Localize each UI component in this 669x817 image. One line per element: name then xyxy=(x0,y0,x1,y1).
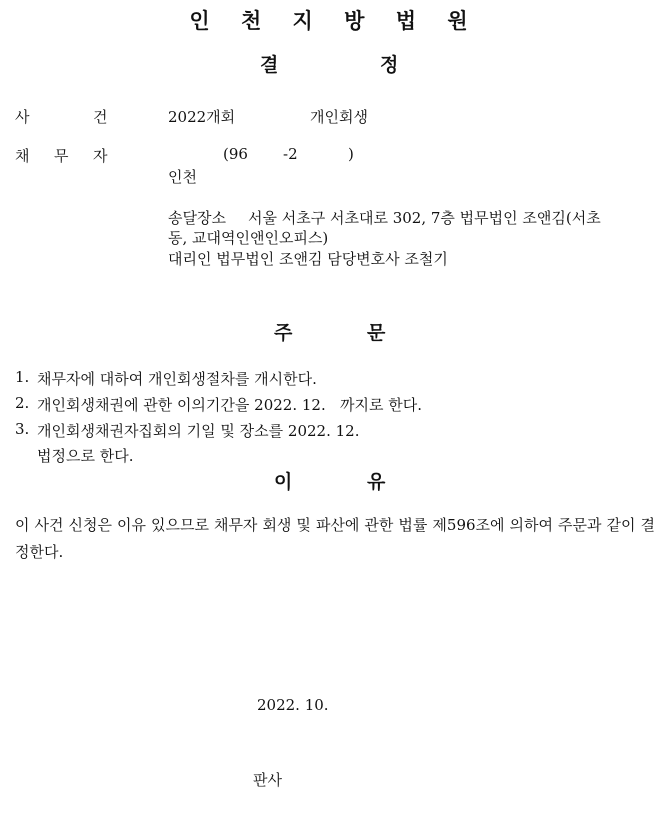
case-label-char-2: 건 xyxy=(93,108,108,126)
reason-text: 이 사건 신청은 이유 있으므로 채무자 회생 및 파산에 관한 법률 제596조에 의하여 주문과 같이 결정한다. xyxy=(15,516,655,561)
order-item-2-text: 개인회생채권에 관한 이의기간을 2022. 12. 까지로 한다. xyxy=(37,396,423,414)
order-heading-char-2: 문 xyxy=(367,322,386,344)
decision-date: 2022. 10. xyxy=(257,696,329,714)
case-label-char-1: 사 xyxy=(15,108,30,126)
debtor-label-char-1: 채 xyxy=(15,147,30,165)
debtor-id-open: (96 xyxy=(223,145,248,163)
order-item-3-continuation: 법정으로 한다. xyxy=(37,447,134,465)
order-item-1-number: 1. xyxy=(15,368,30,386)
debtor-id-mid: -2 xyxy=(283,145,298,163)
doc-type-char-1: 결 xyxy=(260,54,279,76)
service-address-line-1: 서울 서초구 서초대로 302, 7층 법무법인 조앤김(서초 xyxy=(248,209,601,227)
order-heading-char-1: 주 xyxy=(274,322,293,344)
debtor-id-close: ) xyxy=(348,145,354,163)
service-label: 송달장소 xyxy=(168,209,226,227)
debtor-address: 인천 xyxy=(168,168,197,186)
court-name: 인 천 지 방 법 원 xyxy=(189,9,480,33)
order-item-2-number: 2. xyxy=(15,394,30,412)
debtor-label-char-3: 자 xyxy=(93,147,108,165)
order-item-3-text: 개인회생채권자집회의 기일 및 장소를 2022. 12. xyxy=(37,422,360,440)
debtor-label-char-2: 무 xyxy=(54,147,69,165)
agent-info: 대리인 법무법인 조앤김 담당변호사 조철기 xyxy=(168,250,448,268)
order-item-3-number: 3. xyxy=(15,420,30,438)
reason-heading-char-2: 유 xyxy=(367,471,386,493)
doc-type-char-2: 정 xyxy=(380,54,399,76)
order-item-1-text: 채무자에 대하여 개인회생절차를 개시한다. xyxy=(37,370,317,388)
case-number: 2022개회 xyxy=(168,108,236,126)
judge-label: 판사 xyxy=(253,771,282,789)
case-name: 개인회생 xyxy=(310,108,368,126)
reason-heading-char-1: 이 xyxy=(274,471,293,493)
service-address-line-2: 동, 교대역인앤인오피스) xyxy=(168,229,329,247)
